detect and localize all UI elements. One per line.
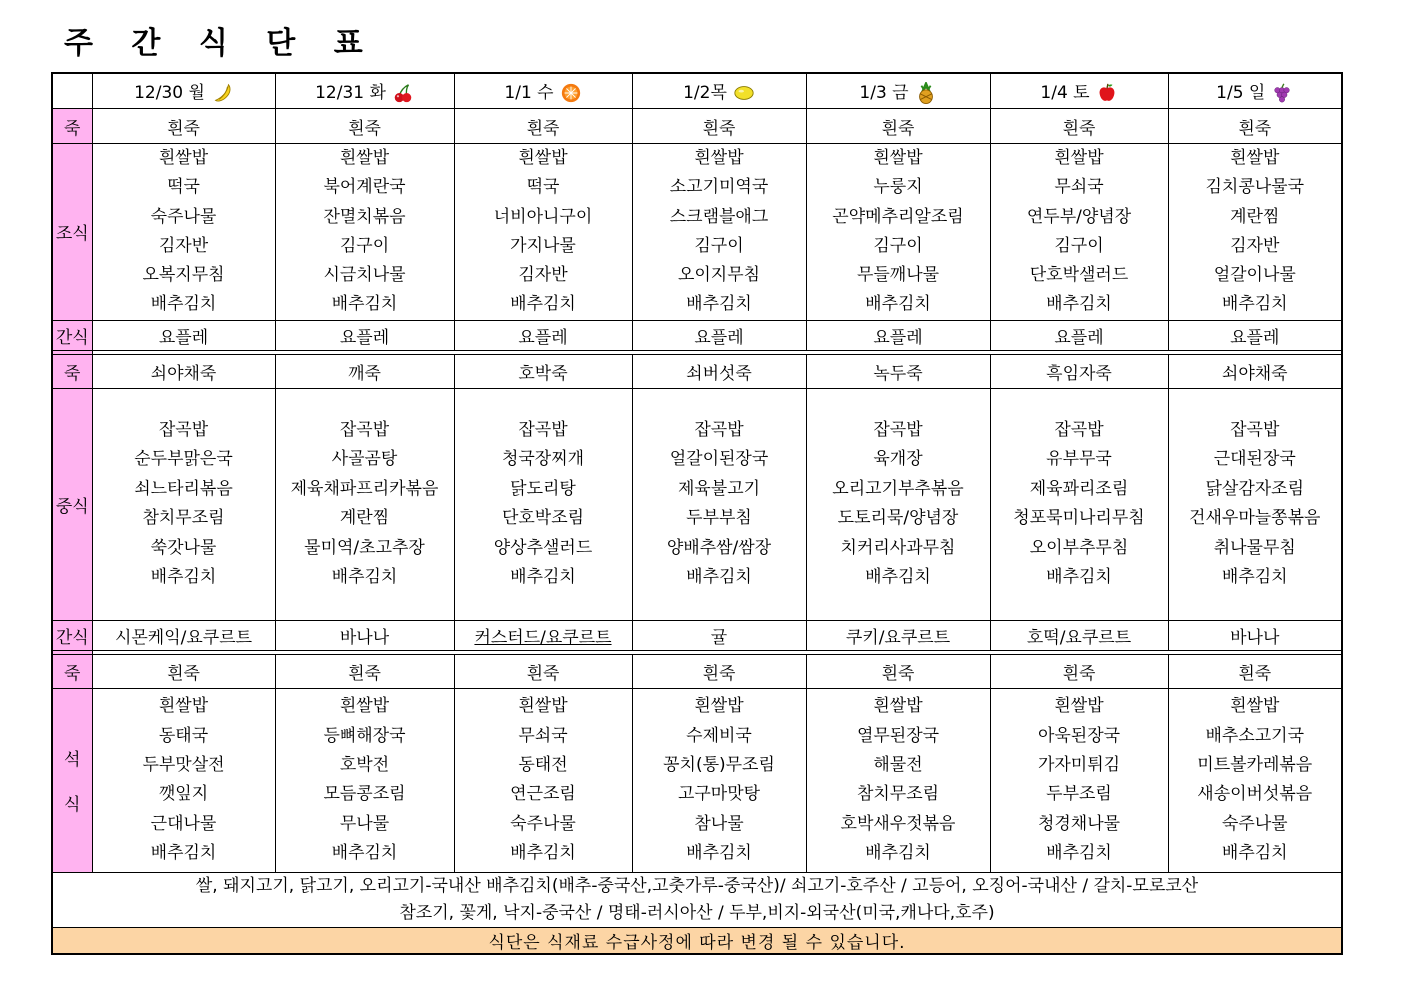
day-header xyxy=(632,73,806,109)
morning-porridge-cell: 흰죽 xyxy=(806,109,990,144)
menu-item: 제육채파프리카볶음 xyxy=(290,478,439,499)
day-label: 1/5 일 xyxy=(1216,83,1266,103)
cherry-icon xyxy=(392,82,414,104)
menu-item: 참치무조림 xyxy=(142,508,225,529)
menu-item: 깻잎지 xyxy=(158,784,209,805)
breakfast-cell xyxy=(990,144,1168,321)
morning-porridge-cell: 흰죽 xyxy=(454,109,632,144)
meal-label: 중식 xyxy=(52,388,92,620)
apple-icon xyxy=(1096,82,1118,104)
menu-item: 치커리사과무침 xyxy=(840,537,956,558)
menu-item: 시금치나물 xyxy=(323,265,406,286)
menu-item: 잡곡밥 xyxy=(518,419,568,440)
menu-item: 배추김치 xyxy=(865,294,931,315)
dinner-cell xyxy=(990,688,1168,872)
menu-item: 열무된장국 xyxy=(856,725,940,746)
menu-item: 배추김치 xyxy=(331,294,398,315)
breakfast-cell xyxy=(454,144,632,321)
day-header xyxy=(806,73,990,109)
origin-line: 참조기, 꽃게, 낙지-중국산 / 명태-러시아산 / 두부,비지-외국산(미국,캐나다,호주) xyxy=(399,902,995,923)
menu-item: 배추김치 xyxy=(1046,842,1112,863)
day-label: 1/1 수 xyxy=(504,83,554,103)
menu-item: 얼갈이된장국 xyxy=(669,449,769,470)
menu-item: 누룽지 xyxy=(873,177,923,198)
menu-item: 참치무조림 xyxy=(856,784,940,805)
menu-item: 흰쌀밥 xyxy=(1054,148,1104,168)
morning-snack-cell: 요플레 xyxy=(1168,320,1342,350)
origin-info xyxy=(52,872,1342,927)
menu-item: 배추김치 xyxy=(1221,842,1288,863)
menu-item: 흰쌀밥 xyxy=(694,148,744,168)
day-header xyxy=(92,73,275,109)
afternoon-snack-cell: 바나나 xyxy=(1168,620,1342,650)
menu-item: 물미역/초고추장 xyxy=(304,537,425,558)
dinner-cell xyxy=(454,688,632,872)
menu-item: 배추김치 xyxy=(150,842,217,863)
breakfast-cell xyxy=(275,144,454,321)
menu-item: 잡곡밥 xyxy=(339,419,390,440)
dinner-cell xyxy=(92,688,275,872)
menu-item: 건새우마늘쫑볶음 xyxy=(1189,508,1321,529)
menu-item: 근대된장국 xyxy=(1213,449,1296,470)
lemon-icon xyxy=(733,82,755,104)
menu-item: 유부무국 xyxy=(1046,449,1112,470)
menu-item: 숙주나물 xyxy=(510,813,576,834)
menu-item: 김자반 xyxy=(1230,235,1280,256)
origin-line: 쌀, 돼지고기, 닭고기, 오리고기-국내산 배추김치(배추-중국산,고춧가루-중국산)/ 쇠고기-호주산 / 고등어, 오징어-국내산 / 갈치-모로코산 xyxy=(195,875,1199,896)
dinner-cell xyxy=(275,688,454,872)
menu-item: 청포묵미나리무침 xyxy=(1013,508,1145,529)
menu-item: 흰쌀밥 xyxy=(1054,696,1104,717)
day-label: 1/2목 xyxy=(683,83,727,103)
dinner-cell xyxy=(806,688,990,872)
dinner-porridge-cell: 흰죽 xyxy=(275,654,454,688)
morning-porridge-cell: 흰죽 xyxy=(275,109,454,144)
menu-item: 도토리묵/양념장 xyxy=(837,508,959,529)
menu-item: 배추김치 xyxy=(510,842,576,863)
day-label: 12/30 월 xyxy=(134,83,205,103)
afternoon-snack-cell: 바나나 xyxy=(275,620,454,650)
morning-snack-cell: 요플레 xyxy=(92,320,275,350)
menu-item: 동태전 xyxy=(518,754,568,775)
lunch-cell xyxy=(454,388,632,620)
menu-item: 청국장찌개 xyxy=(501,449,585,470)
afternoon-snack-cell: 귤 xyxy=(632,620,806,650)
menu-item: 잡곡밥 xyxy=(1054,419,1104,440)
menu-item: 제육불고기 xyxy=(677,478,761,499)
notice-text: 식단은 식재료 수급사정에 따라 변경 될 수 있습니다. xyxy=(52,927,1342,954)
menu-item: 연근조림 xyxy=(510,784,576,805)
menu-item: 잡곡밥 xyxy=(873,419,923,440)
morning-porridge-cell: 흰죽 xyxy=(92,109,275,144)
menu-item: 떡국 xyxy=(167,177,200,198)
meal-label: 조식 xyxy=(52,144,92,321)
day-header xyxy=(1168,73,1342,109)
lunch-porridge-cell: 쇠야채죽 xyxy=(1168,354,1342,388)
corner-cell xyxy=(52,73,92,109)
breakfast-cell xyxy=(1168,144,1342,321)
morning-snack-cell: 요플레 xyxy=(632,320,806,350)
orange-icon xyxy=(560,82,582,104)
lunch-porridge-cell: 흑임자죽 xyxy=(990,354,1168,388)
menu-item: 취나물무침 xyxy=(1213,537,1296,558)
menu-item: 호박새우젓볶음 xyxy=(840,813,956,834)
menu-item: 소고기미역국 xyxy=(669,177,769,198)
menu-item: 흰쌀밥 xyxy=(339,696,390,717)
lunch-cell xyxy=(275,388,454,620)
menu-item: 흰쌀밥 xyxy=(158,148,209,168)
page-title: 주 간 식 단 표 xyxy=(64,26,377,61)
menu-item: 동태국 xyxy=(158,725,209,746)
day-label: 1/4 토 xyxy=(1040,83,1090,103)
menu-item: 잡곡밥 xyxy=(158,419,209,440)
menu-item: 쑥갓나물 xyxy=(150,537,217,558)
menu-item: 청경채나물 xyxy=(1037,813,1121,834)
menu-item: 숙주나물 xyxy=(150,206,217,227)
menu-item: 순두부맑은국 xyxy=(134,449,233,470)
lunch-cell xyxy=(1168,388,1342,620)
dinner-porridge-cell: 흰죽 xyxy=(990,654,1168,688)
morning-snack-cell: 요플레 xyxy=(990,320,1168,350)
menu-item: 흰쌀밥 xyxy=(518,148,568,168)
dinner-porridge-cell: 흰죽 xyxy=(632,654,806,688)
menu-item: 배추김치 xyxy=(510,294,576,315)
menu-item: 김자반 xyxy=(518,265,568,286)
menu-item: 가지나물 xyxy=(510,235,576,256)
menu-item: 김구이 xyxy=(339,235,390,256)
menu-item: 고구마맛탕 xyxy=(677,784,761,805)
menu-item: 무들깨나물 xyxy=(856,265,940,286)
morning-porridge-cell: 흰죽 xyxy=(990,109,1168,144)
menu-item: 아욱된장국 xyxy=(1037,725,1121,746)
menu-item: 연두부/양념장 xyxy=(1026,206,1132,227)
menu-item: 얼갈이나물 xyxy=(1213,265,1296,286)
menu-item: 김자반 xyxy=(158,235,209,256)
lunch-porridge-cell: 깨죽 xyxy=(275,354,454,388)
meal-label: 죽 xyxy=(52,354,92,388)
lunch-porridge-cell: 녹두죽 xyxy=(806,354,990,388)
grape-icon xyxy=(1271,82,1293,104)
menu-item: 육개장 xyxy=(873,449,923,470)
menu-item: 오이부추무침 xyxy=(1029,537,1129,558)
menu-item: 스크램블애그 xyxy=(669,206,769,227)
morning-snack-cell: 요플레 xyxy=(454,320,632,350)
meal-label: 간식 xyxy=(52,620,92,650)
menu-item: 가자미튀김 xyxy=(1037,754,1121,775)
menu-item: 근대나물 xyxy=(150,813,217,834)
menu-item: 배추김치 xyxy=(1046,567,1112,588)
morning-snack-cell: 요플레 xyxy=(806,320,990,350)
menu-item: 배추김치 xyxy=(1221,567,1288,588)
lunch-cell xyxy=(990,388,1168,620)
menu-item: 흰쌀밥 xyxy=(1230,696,1280,717)
menu-item: 두부조림 xyxy=(1046,784,1112,805)
menu-item: 단호박조림 xyxy=(501,508,585,529)
menu-item: 김구이 xyxy=(1054,235,1104,256)
menu-item: 잔멸치볶음 xyxy=(323,206,406,227)
menu-item: 배추김치 xyxy=(150,294,217,315)
menu-item: 쇠느타리볶음 xyxy=(134,478,233,499)
menu-item: 오이지무침 xyxy=(677,265,761,286)
menu-item: 미트볼카레볶음 xyxy=(1197,754,1313,775)
menu-item: 닭살감자조림 xyxy=(1205,478,1305,499)
menu-item: 계란찜 xyxy=(339,508,390,529)
menu-item: 무나물 xyxy=(339,813,390,834)
menu-item: 오복지무침 xyxy=(142,265,225,286)
menu-item: 김구이 xyxy=(873,235,923,256)
lunch-porridge-cell: 쇠버섯죽 xyxy=(632,354,806,388)
menu-item: 배추김치 xyxy=(686,567,752,588)
menu-item: 숙주나물 xyxy=(1221,813,1288,834)
menu-item: 김치콩나물국 xyxy=(1205,177,1305,198)
morning-snack-cell: 요플레 xyxy=(275,320,454,350)
menu-item: 단호박샐러드 xyxy=(1029,265,1129,286)
menu-item: 배추김치 xyxy=(331,842,398,863)
dinner-cell xyxy=(1168,688,1342,872)
banana-icon xyxy=(211,82,233,104)
menu-item: 흰쌀밥 xyxy=(873,148,923,168)
breakfast-cell xyxy=(92,144,275,321)
afternoon-snack-cell: 쿠키/요쿠르트 xyxy=(806,620,990,650)
menu-item: 배추김치 xyxy=(510,567,576,588)
day-header xyxy=(275,73,454,109)
dinner-porridge-cell: 흰죽 xyxy=(1168,654,1342,688)
menu-item: 흰쌀밥 xyxy=(158,696,209,717)
menu-item: 모듬콩조림 xyxy=(323,784,406,805)
menu-item: 양배추쌈/쌈장 xyxy=(666,537,772,558)
menu-item: 흰쌀밥 xyxy=(873,696,923,717)
menu-item: 흰쌀밥 xyxy=(1230,148,1280,168)
menu-item: 배추김치 xyxy=(1046,294,1112,315)
weekly-menu-table xyxy=(51,72,1343,955)
menu-item: 무쇠국 xyxy=(1054,177,1104,198)
afternoon-snack-cell: 시몬케익/요쿠르트 xyxy=(92,620,275,650)
menu-item: 꽁치(통)무조림 xyxy=(663,754,775,775)
breakfast-cell xyxy=(632,144,806,321)
menu-item: 오리고기부추볶음 xyxy=(832,478,964,499)
morning-porridge-cell: 흰죽 xyxy=(632,109,806,144)
menu-item: 수제비국 xyxy=(686,725,752,746)
dinner-porridge-cell: 흰죽 xyxy=(454,654,632,688)
morning-porridge-cell: 흰죽 xyxy=(1168,109,1342,144)
menu-item: 흰쌀밥 xyxy=(694,696,744,717)
meal-label: 죽 xyxy=(52,654,92,688)
day-label: 1/3 금 xyxy=(859,83,909,103)
lunch-porridge-cell: 호박죽 xyxy=(454,354,632,388)
menu-item: 떡국 xyxy=(526,177,560,198)
lunch-cell xyxy=(632,388,806,620)
day-header xyxy=(454,73,632,109)
dinner-cell xyxy=(632,688,806,872)
menu-item: 북어계란국 xyxy=(323,177,406,198)
afternoon-snack-cell: 커스터드/요쿠르트 xyxy=(454,620,632,650)
menu-item: 양상추샐러드 xyxy=(493,537,593,558)
menu-item: 잡곡밥 xyxy=(1230,419,1280,440)
menu-item: 닭도리탕 xyxy=(510,478,576,499)
menu-item: 흰쌀밥 xyxy=(339,148,390,168)
menu-item: 계란찜 xyxy=(1230,206,1280,227)
menu-item: 새송이버섯볶음 xyxy=(1197,784,1313,805)
meal-label: 간식 xyxy=(52,320,92,350)
lunch-cell xyxy=(92,388,275,620)
menu-item: 사골곰탕 xyxy=(331,449,398,470)
lunch-porridge-cell: 쇠야채죽 xyxy=(92,354,275,388)
menu-item: 배추김치 xyxy=(865,842,931,863)
day-label: 12/31 화 xyxy=(315,83,386,103)
menu-item: 배추김치 xyxy=(150,567,217,588)
menu-item: 김구이 xyxy=(694,235,744,256)
menu-item: 등뼈해장국 xyxy=(323,725,406,746)
menu-item: 참나물 xyxy=(694,813,744,834)
menu-item: 곤약메추리알조림 xyxy=(832,206,964,227)
menu-item: 배추김치 xyxy=(686,294,752,315)
menu-item: 배추소고기국 xyxy=(1205,725,1305,746)
menu-item: 두부맛살전 xyxy=(142,754,225,775)
menu-item: 배추김치 xyxy=(1221,294,1288,315)
menu-item: 배추김치 xyxy=(331,567,398,588)
lunch-cell xyxy=(806,388,990,620)
pineapple-icon xyxy=(915,82,937,104)
menu-item: 호박전 xyxy=(339,754,390,775)
menu-item: 두부부침 xyxy=(686,508,752,529)
afternoon-snack-cell: 호떡/요쿠르트 xyxy=(990,620,1168,650)
meal-label: 석 식 xyxy=(52,688,92,872)
menu-item: 무쇠국 xyxy=(518,725,568,746)
menu-item: 잡곡밥 xyxy=(694,419,744,440)
dinner-porridge-cell: 흰죽 xyxy=(806,654,990,688)
menu-item: 배추김치 xyxy=(686,842,752,863)
menu-item: 너비아니구이 xyxy=(493,206,593,227)
menu-item: 해물전 xyxy=(873,754,923,775)
dinner-porridge-cell: 흰죽 xyxy=(92,654,275,688)
day-header xyxy=(990,73,1168,109)
menu-item: 배추김치 xyxy=(865,567,931,588)
meal-label: 죽 xyxy=(52,109,92,144)
breakfast-cell xyxy=(806,144,990,321)
menu-item: 흰쌀밥 xyxy=(518,696,568,717)
menu-item: 제육꽈리조림 xyxy=(1029,478,1129,499)
